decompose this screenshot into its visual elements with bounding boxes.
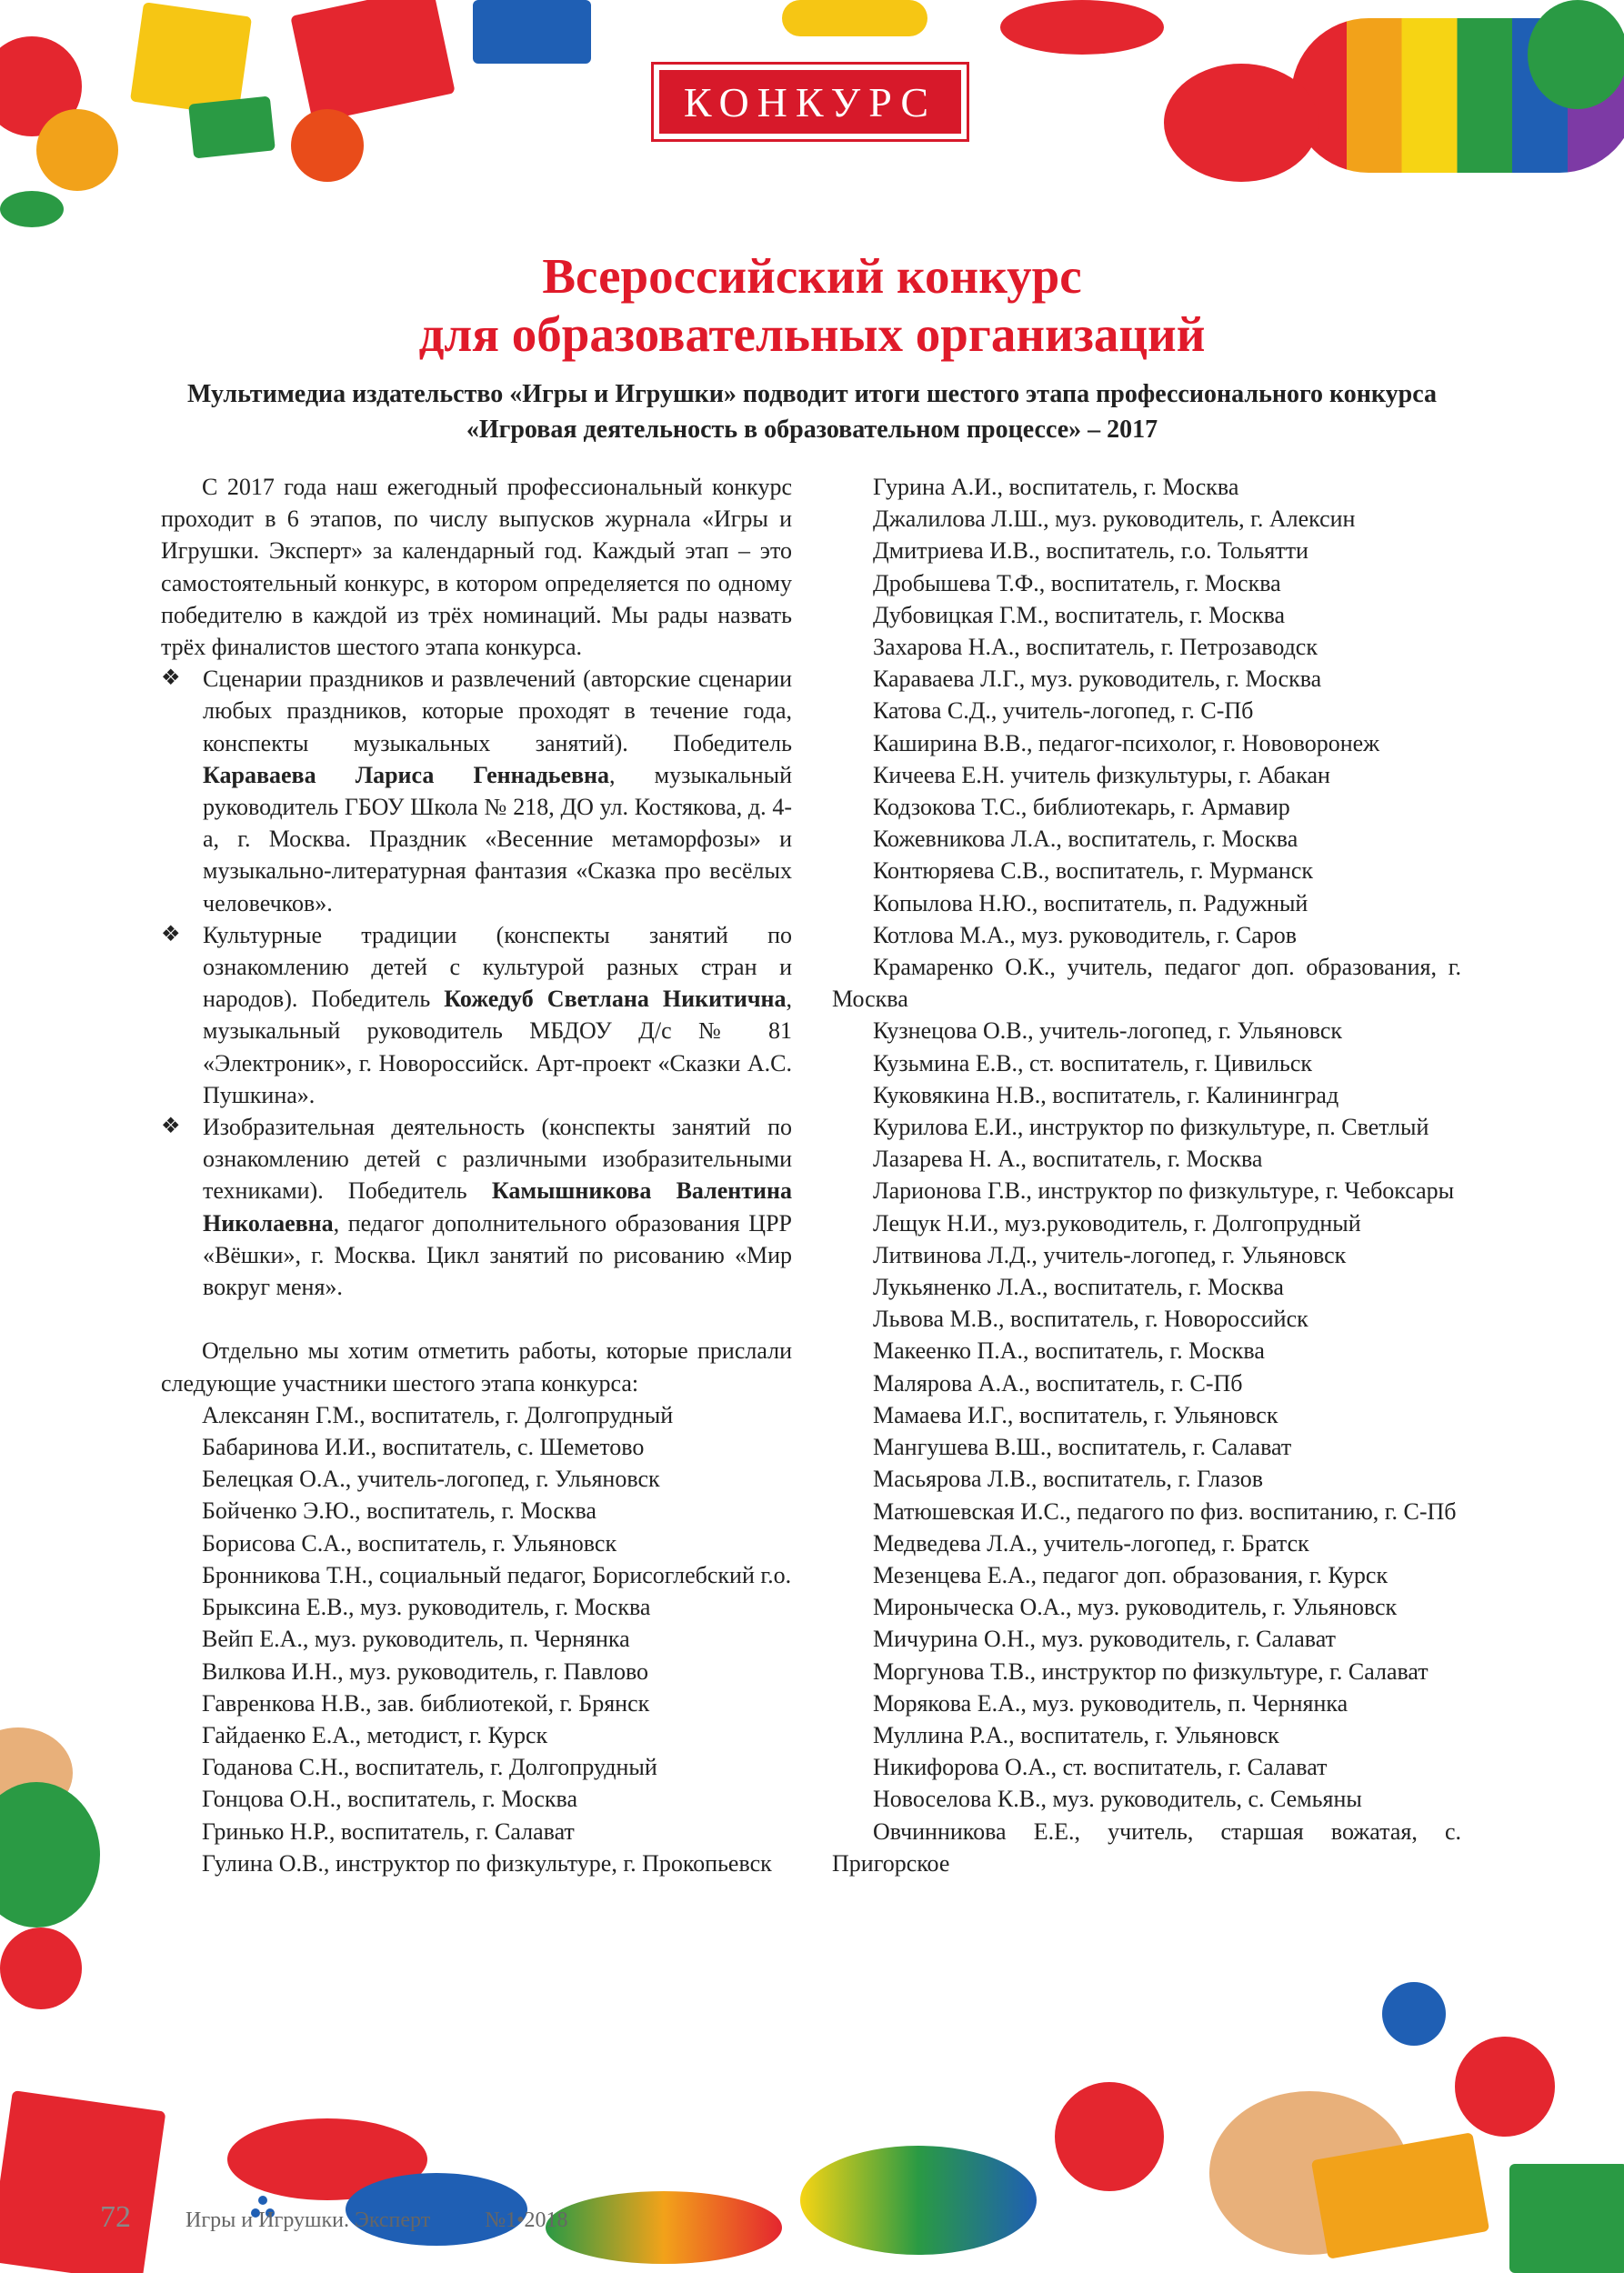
- participant-entry: Мироныческа О.А., муз. руководитель, г. Ульяновск: [873, 1594, 1398, 1621]
- participant-entry: Лазарева Н. А., воспитатель, г. Москва: [873, 1146, 1263, 1173]
- article-title-line-1: Всероссийский конкурс: [542, 248, 1082, 304]
- participant-entry: Вилкова И.Н., муз. руководитель, г. Павлово: [202, 1657, 649, 1685]
- participant-entry: Бронникова Т.Н., социальный педагог, Борисоглебский г.о.: [202, 1561, 792, 1588]
- participant-entry: Мангушева В.Ш., воспитатель, г. Салават: [873, 1434, 1292, 1461]
- participant-entry: Гайдаенко Е.А., методист, г. Курск: [202, 1721, 548, 1748]
- winner-name: Камышникова Валентина Николаевна: [203, 1177, 792, 1237]
- bullet-diamond-icon: ❖: [161, 1115, 181, 1139]
- page-number: 72: [100, 2200, 131, 2234]
- participant-entry: Масьярова Л.В., воспитатель, г. Глазов: [873, 1466, 1264, 1493]
- participant-entry: Никифорова О.А., ст. воспитатель, г. Салават: [873, 1754, 1328, 1781]
- participant-entry: Гонцова О.Н., воспитатель, г. Москва: [202, 1786, 577, 1813]
- participant-entry: Борисова С.А., воспитатель, г. Ульяновск: [202, 1529, 617, 1557]
- participant-entry: Мамаева И.Г., воспитатель, г. Ульяновск: [873, 1401, 1278, 1428]
- participant-entry: Каширина В.В., педагог-психолог, г. Нововоронеж: [873, 729, 1380, 756]
- participant-entry: Кожевникова Л.А., воспитатель, г. Москва: [873, 826, 1298, 853]
- participant-entry: Дмитриева И.В., воспитатель, г.о. Тольятти: [873, 537, 1308, 565]
- participant-entry: Медведева Л.А., учитель-логопед, г. Братск: [873, 1529, 1309, 1557]
- participant-entry: Гавренкова Н.В., зав. библиотекой, г. Брянск: [202, 1689, 650, 1717]
- participant-entry: Гулина О.В., инструктор по физкультуре, г. Прокопьевск: [202, 1849, 772, 1877]
- participant-entry: Гурина А.И., воспитатель, г. Москва: [873, 474, 1239, 500]
- nomination-item: ❖ Сценарии праздников и развлечений (авторские сценарии любых праздников, которые проходят в течение года, конспекты музыкальных занятий). Победитель Караваева Лариса Геннадьевна, музыкальный руководитель ГБОУ Школа № 218, ДО ул. Костякова, д. 4-а, г. Москва. Праздник «Весенние метаморфозы» и музыкально-литературная фантазия «Сказка про весёлых человечков».: [161, 663, 792, 919]
- article-title: [0, 247, 1624, 364]
- article-subtitle: Мультимедиа издательство «Игры и Игрушки» подводит итоги шестого этапа профессионального конкурса «Игровая деятельность в образовательном процессе» – 2017: [187, 380, 1437, 444]
- participant-entry: Муллина Р.А., воспитатель, г. Ульяновск: [873, 1721, 1279, 1748]
- winner-name: Кожедуб Светлана Никитична: [444, 986, 787, 1013]
- page-footer: [100, 2200, 568, 2235]
- participant-entry: Бойченко Э.Ю., воспитатель, г. Москва: [202, 1497, 596, 1525]
- participant-entry: Лукьяненко Л.А., воспитатель, г. Москва: [873, 1274, 1284, 1301]
- intro-paragraph: С 2017 года наш ежегодный профессиональный конкурс проходит в 6 этапов, по числу выпусков журнала «Игры и Игрушки. Эксперт» за календарный год. Каждый этап – это самостоятельный конкурс, в котором определяется по одному победителю в каждой из трёх номинаций. Мы рады назвать трёх финалистов шестого этапа конкурса.: [161, 474, 792, 661]
- participant-entry: Гринько Н.Р., воспитатель, г. Салават: [202, 1817, 575, 1845]
- participant-entry: Белецкая О.А., учитель-логопед, г. Ульяновск: [202, 1466, 660, 1493]
- participant-entry: Куковякина Н.В., воспитатель, г. Калининград: [873, 1081, 1339, 1108]
- participant-entry: Лещук Н.И., муз.руководитель, г. Долгопрудный: [873, 1209, 1361, 1237]
- participant-entry: Морякова Е.А., муз. руководитель, п. Чернянка: [873, 1689, 1348, 1717]
- participant-entry: Алексанян Г.М., воспитатель, г. Долгопрудный: [202, 1401, 674, 1428]
- participant-entry: Караваева Л.Г., муз. руководитель, г. Москва: [873, 666, 1322, 693]
- participant-entry: Овчинникова Е.Е., учитель, старшая вожатая, с. Пригорское: [832, 1817, 1461, 1877]
- left-column: [161, 471, 792, 1879]
- participant-entry: Курилова Е.И., инструктор по физкультуре, п. Светлый: [873, 1114, 1429, 1141]
- participant-entry: Мичурина О.Н., муз. руководитель, г. Салават: [873, 1626, 1336, 1653]
- participant-entry: Львова М.В., воспитатель, г. Новороссийск: [873, 1306, 1308, 1333]
- participant-entry: Макеенко П.А., воспитатель, г. Москва: [873, 1337, 1265, 1365]
- participant-entry: Мезенцева Е.А., педагог доп. образования, г. Курск: [873, 1561, 1388, 1588]
- participant-entry: Малярова А.А., воспитатель, г. С-Пб: [873, 1369, 1243, 1397]
- participant-entry: Дубовицкая Г.М., воспитатель, г. Москва: [873, 601, 1286, 628]
- participant-entry: Бабаринова И.И., воспитатель, с. Шеметово: [202, 1434, 645, 1461]
- participant-entry: Джалилова Л.Ш., муз. руководитель, г. Алексин: [873, 506, 1356, 533]
- participant-entry: Ларионова Г.В., инструктор по физкультуре, г. Чебоксары: [873, 1177, 1455, 1205]
- participant-entry: Кодзокова Т.С., библиотекарь, г. Армавир: [873, 794, 1290, 821]
- right-column: [832, 471, 1461, 1879]
- participant-entry: Годанова С.Н., воспитатель, г. Долгопрудный: [202, 1754, 657, 1781]
- participant-entry: Моргунова Т.В., инструктор по физкультуре, г. Салават: [873, 1657, 1429, 1685]
- participant-entry: Литвинова Л.Д., учитель-логопед, г. Ульяновск: [873, 1241, 1347, 1268]
- participant-entry: Брыксина Е.В., муз. руководитель, г. Москва: [202, 1594, 651, 1621]
- participant-entry: Матюшевская И.С., педагого по физ. воспитанию, г. С-Пб: [873, 1497, 1457, 1525]
- bullet-diamond-icon: ❖: [161, 666, 181, 691]
- article-title-line-2: для образовательных организаций: [418, 306, 1206, 362]
- mention-intro: Отдельно мы хотим отметить работы, которые прислали следующие участники шестого этапа конкурса:: [161, 1337, 792, 1397]
- participant-entry: Катова С.Д., учитель-логопед, г. С-Пб: [873, 697, 1254, 725]
- section-badge: [651, 62, 969, 142]
- participant-entry: Контюряева С.В., воспитатель, г. Мурманск: [873, 857, 1314, 885]
- participant-entry: Захарова Н.А., воспитатель, г. Петрозаводск: [873, 634, 1318, 661]
- journal-name: Игры и Игрушки. Эксперт: [185, 2208, 431, 2232]
- participant-entry: Дробышева Т.Ф., воспитатель, г. Москва: [873, 569, 1281, 596]
- participants-list-right: [832, 471, 1461, 1879]
- participant-entry: Новоселова К.В., муз. руководитель, с. Семьяны: [873, 1786, 1362, 1813]
- participants-list-left: [161, 1399, 792, 1879]
- participant-entry: Копылова Н.Ю., воспитатель, п. Радужный: [873, 889, 1308, 916]
- participant-entry: Вейп Е.А., муз. руководитель, п. Чернянка: [202, 1626, 630, 1653]
- bullet-diamond-icon: ❖: [161, 922, 181, 946]
- participant-entry: Крамаренко О.К., учитель, педагог доп. образования, г. Москва: [832, 954, 1461, 1013]
- participant-entry: Кузнецова О.В., учитель-логопед, г. Ульяновск: [873, 1017, 1343, 1045]
- nomination-item: ❖ Культурные традиции (конспекты занятий по ознакомлению детей с культурой разных стран и народов). Победитель Кожедуб Светлана Никитична, музыкальный руководитель МБДОУ Д/с № 81 «Электроник», г. Новороссийск. Арт-проект «Сказки А.С. Пушкина».: [161, 919, 792, 1111]
- nomination-item: ❖ Изобразительная деятельность (конспекты занятий по ознакомлению детей с различными изобразительными техниками). Победитель Камышникова Валентина Николаевна, педагог дополнительного образования ЦРР «Вёшки», г. Москва. Цикл занятий по рисованию «Мир вокруг меня».: [161, 1111, 792, 1303]
- participant-entry: Кузьмина Е.В., ст. воспитатель, г. Цивильск: [873, 1049, 1313, 1076]
- participant-entry: Кичеева Е.Н. учитель физкультуры, г. Абакан: [873, 761, 1330, 788]
- winner-name: Караваева Лариса Геннадьевна: [203, 761, 610, 788]
- participant-entry: Котлова М.А., муз. руководитель, г. Саров: [873, 921, 1298, 948]
- section-badge-label: КОНКУРС: [659, 70, 961, 134]
- issue-number: №1•2018: [485, 2208, 568, 2232]
